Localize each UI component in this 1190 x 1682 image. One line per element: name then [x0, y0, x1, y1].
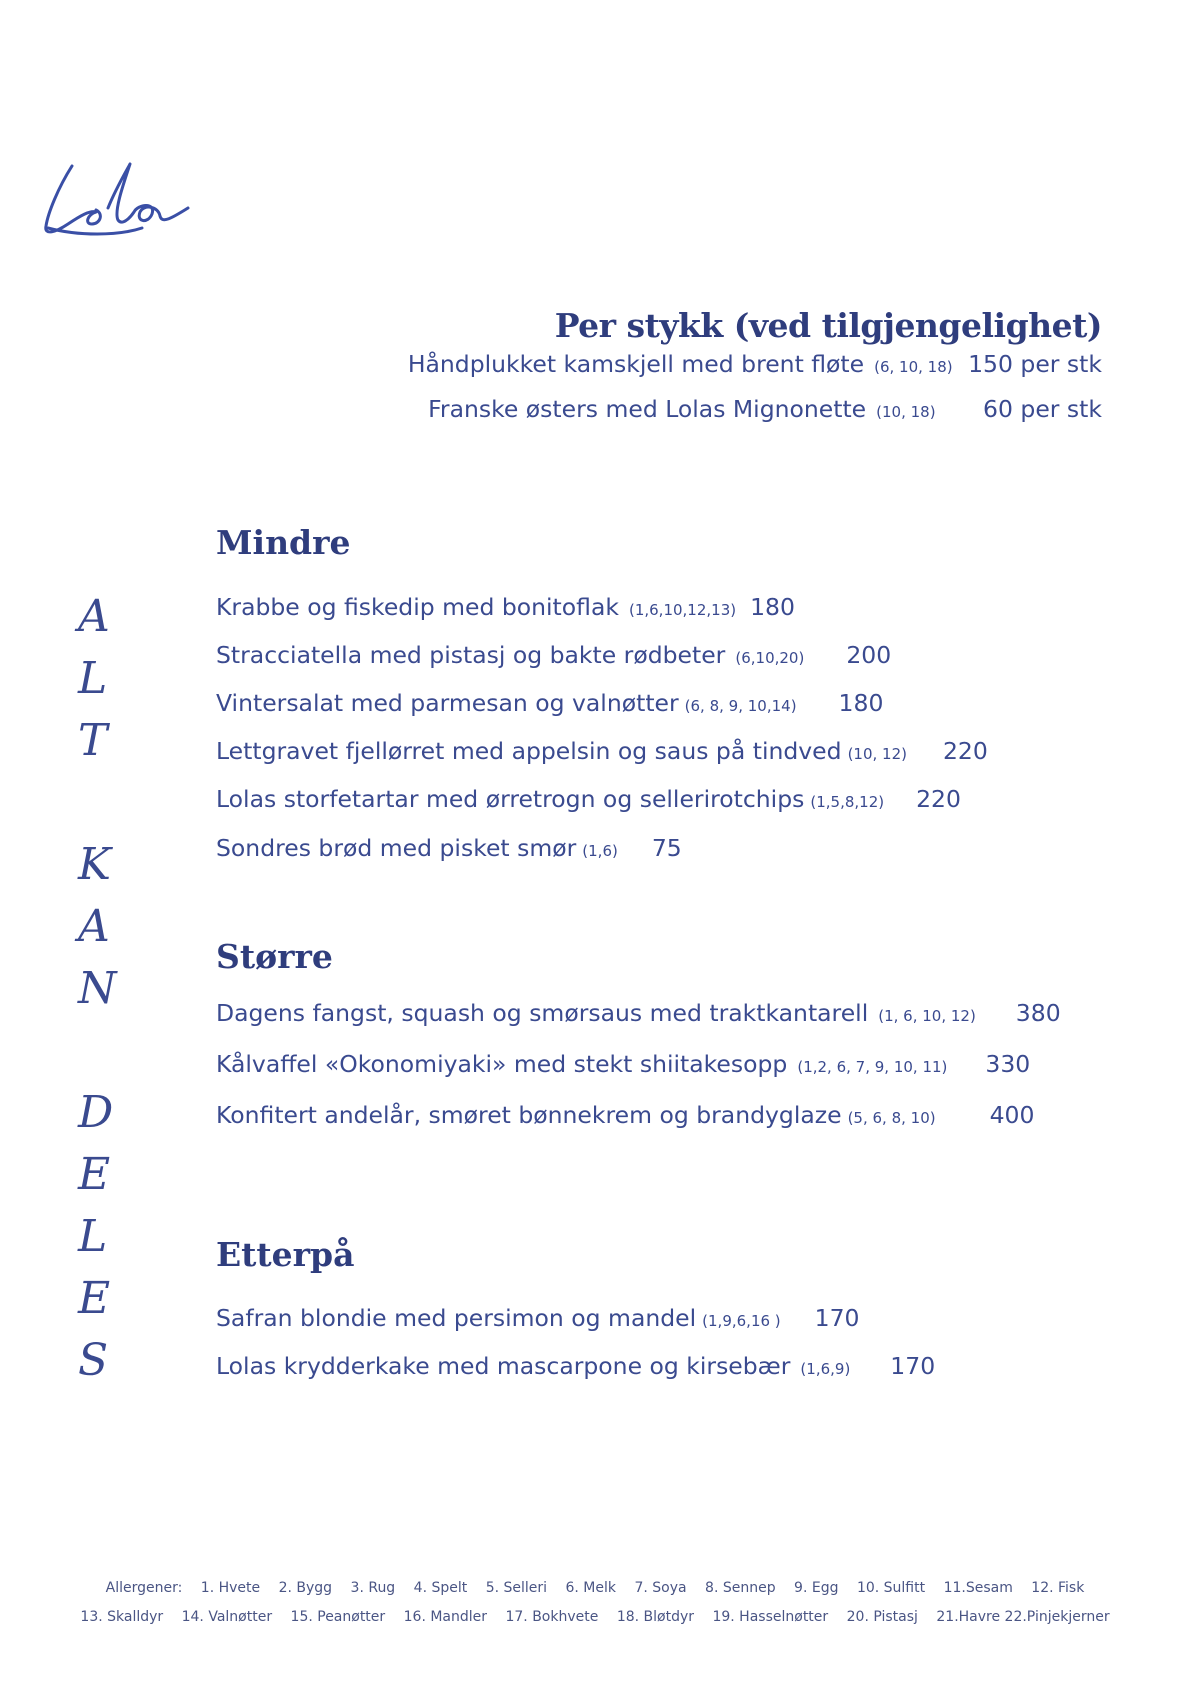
item-allergens: (1,2, 6, 7, 9, 10, 11) — [797, 1058, 948, 1076]
menu-item — [216, 1049, 1030, 1082]
allergen-entry: 17. Bokhvete — [505, 1609, 599, 1625]
item-name: Lettgravet fjellørret med appelsin og saus på tindved — [216, 737, 842, 765]
allergen-entry: 5. Selleri — [485, 1580, 548, 1596]
menu-item — [408, 350, 1102, 378]
item-name: Håndplukket kamskjell med brent fløte — [407, 350, 865, 378]
menu-item — [216, 784, 961, 817]
item-name: Kålvaffel «Okonomiyaki» med stekt shiitakesopp — [216, 1050, 788, 1078]
menu-item — [216, 833, 682, 866]
allergen-entry: 21.Havre 22.Pinjekjerner — [936, 1609, 1110, 1625]
item-price: 170 — [814, 1304, 860, 1332]
slogan-letter: E — [78, 1273, 111, 1324]
allergen-entry: 18. Bløtdyr — [616, 1609, 695, 1625]
menu-item — [216, 592, 795, 625]
allergen-entry: 20. Pistasj — [846, 1609, 918, 1625]
item-price: 380 — [1015, 999, 1061, 1027]
item-allergens: (1,9,6,16 ) — [702, 1312, 781, 1330]
item-price: 170 — [890, 1352, 936, 1380]
item-price: 75 — [651, 834, 682, 862]
allergen-legend-line-2 — [0, 1609, 1190, 1625]
menu-item — [216, 1303, 860, 1336]
item-allergens: (10, 18) — [876, 403, 936, 421]
allergen-entry: 12. Fisk — [1031, 1580, 1085, 1596]
menu-item — [216, 1100, 1034, 1133]
item-allergens: (6, 8, 9, 10,14) — [684, 697, 797, 715]
menu-item — [216, 640, 891, 673]
vertical-slogan — [78, 586, 118, 1392]
allergen-entry: 14. Valnøtter — [181, 1609, 273, 1625]
item-name: Franske østers med Lolas Mignonette — [428, 395, 867, 423]
item-name: Sondres brød med pisket smør — [216, 834, 577, 862]
item-allergens: (1,6,9) — [800, 1360, 851, 1378]
slogan-letter: D — [78, 1087, 114, 1138]
allergen-entry: 6. Melk — [565, 1580, 616, 1596]
allergen-entry: 13. Skalldyr — [80, 1609, 164, 1625]
item-price: 400 — [989, 1101, 1035, 1129]
slogan-letter: T — [78, 715, 108, 766]
item-price: 200 — [846, 641, 892, 669]
slogan-letter: A — [78, 591, 110, 642]
allergen-legend-line-1 — [0, 1580, 1190, 1596]
lola-logo — [38, 158, 218, 248]
allergen-entry: 8. Sennep — [705, 1580, 776, 1596]
allergen-entry: 4. Spelt — [413, 1580, 468, 1596]
section-title-storre: Større — [216, 937, 333, 976]
item-name: Stracciatella med pistasj og bakte rødbeter — [216, 641, 726, 669]
section-title-etterpa: Etterpå — [216, 1235, 355, 1274]
slogan-letter: N — [78, 963, 117, 1014]
slogan-letter: E — [78, 1149, 111, 1200]
item-price: 180 — [750, 593, 795, 621]
allergen-entry: 19. Hasselnøtter — [712, 1609, 829, 1625]
item-allergens: (10, 12) — [847, 745, 907, 763]
allergen-entry: 16. Mandler — [403, 1609, 488, 1625]
item-name: Lolas storfetartar med ørretrogn og sellerirotchips — [216, 785, 805, 813]
allergen-entry: 1. Hvete — [200, 1580, 261, 1596]
menu-item — [216, 998, 1061, 1031]
item-allergens: (1,6,10,12,13) — [628, 601, 737, 619]
slogan-letter: L — [78, 653, 108, 704]
item-allergens: (6,10,20) — [735, 649, 805, 667]
menu-item — [216, 688, 883, 721]
allergen-entry: 10. Sulfitt — [856, 1580, 926, 1596]
item-name: Lolas krydderkake med mascarpone og kirsebær — [216, 1352, 791, 1380]
slogan-letter: L — [78, 1211, 108, 1262]
allergen-entry: 9. Egg — [794, 1580, 839, 1596]
allergen-label: Allergener: — [105, 1580, 183, 1596]
item-name: Dagens fangst, squash og smørsaus med traktkantarell — [216, 999, 869, 1027]
item-name: Konfitert andelår, smøret bønnekrem og brandyglaze — [216, 1101, 842, 1129]
allergen-entry: 11.Sesam — [943, 1580, 1013, 1596]
item-price: 180 — [838, 689, 884, 717]
item-name: Safran blondie med persimon og mandel — [216, 1304, 697, 1332]
item-name: Krabbe og fiskedip med bonitoflak — [216, 593, 619, 621]
item-price: 220 — [916, 785, 961, 813]
item-price: 150 per stk — [968, 350, 1102, 378]
section-title-mindre: Mindre — [216, 523, 351, 562]
item-name: Vintersalat med parmesan og valnøtter — [216, 689, 679, 717]
slogan-letter: K — [78, 839, 111, 890]
allergen-entry: 2. Bygg — [278, 1580, 333, 1596]
allergen-entry: 7. Soya — [634, 1580, 687, 1596]
item-price: 220 — [942, 737, 988, 765]
item-allergens: (1, 6, 10, 12) — [878, 1007, 976, 1025]
slogan-letter: S — [78, 1335, 109, 1386]
slogan-letter: A — [78, 901, 110, 952]
item-allergens: (1,6) — [582, 842, 618, 860]
item-price: 60 per stk — [983, 395, 1102, 423]
item-allergens: (5, 6, 8, 10) — [847, 1109, 936, 1127]
menu-item — [216, 736, 988, 769]
menu-item — [216, 1351, 935, 1384]
item-allergens: (6, 10, 18) — [874, 358, 953, 376]
item-price: 330 — [985, 1050, 1031, 1078]
allergen-entry: 15. Peanøtter — [290, 1609, 386, 1625]
menu-item — [428, 395, 1102, 423]
allergen-entry: 3. Rug — [350, 1580, 396, 1596]
per-stykk-title: Per stykk (ved tilgjengelighet) — [554, 306, 1102, 345]
item-allergens: (1,5,8,12) — [810, 793, 885, 811]
